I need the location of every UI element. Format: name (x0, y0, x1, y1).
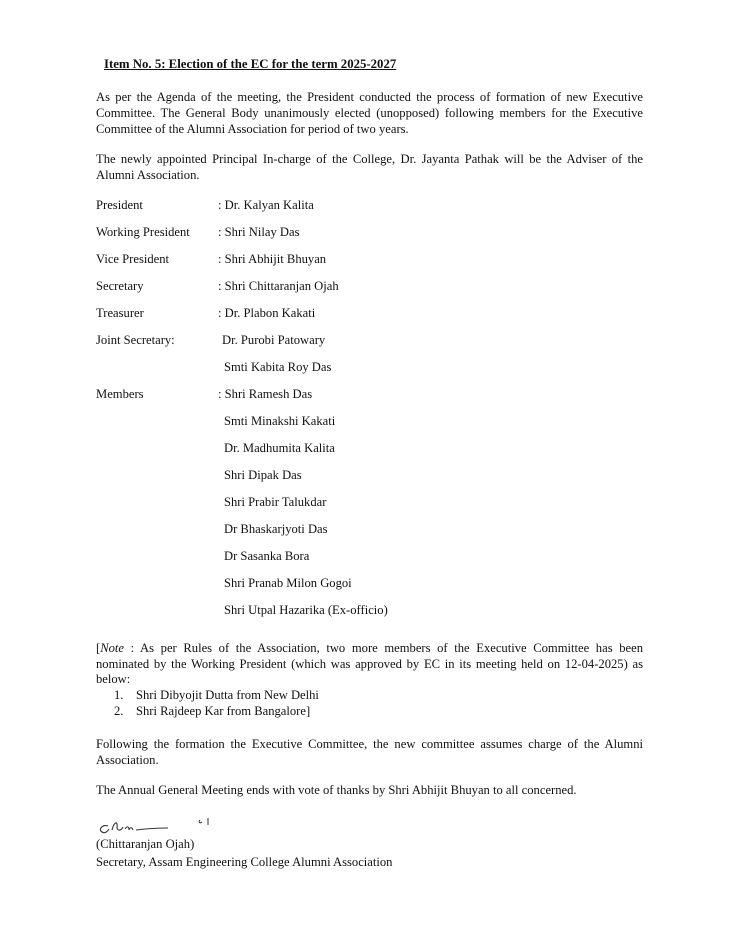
list-number: 2. (114, 703, 124, 718)
roster-row (96, 278, 656, 305)
note-label: Note (100, 641, 124, 655)
member-name: Shri Prabir Talukdar (224, 495, 327, 509)
list-number: 1. (114, 688, 124, 702)
roster-row (96, 440, 656, 467)
list-text: Shri Rajdeep Kar from Bangalore] (136, 703, 311, 718)
member-name: Shri Dipak Das (224, 468, 302, 482)
roster-row (96, 467, 656, 494)
member-name: : Dr. Kalyan Kalita (218, 198, 314, 212)
roster-row (96, 332, 656, 359)
role-label: Members (96, 387, 144, 401)
roster-row (96, 494, 656, 521)
role-label: Treasurer (96, 306, 144, 320)
roster-row (96, 521, 656, 548)
roster-row (96, 602, 656, 629)
member-name: Smti Minakshi Kakati (224, 414, 336, 428)
role-label: Working President (96, 225, 190, 239)
formation-paragraph: Following the formation the Executive Committee, the new committee assumes charge of the Alumni Association. (96, 737, 643, 767)
member-name: Dr Sasanka Bora (224, 549, 310, 563)
roster-row (96, 251, 656, 278)
member-name: Shri Utpal Hazarika (Ex-officio) (224, 603, 388, 617)
roster-row (96, 548, 656, 575)
roster-row (96, 197, 656, 224)
intro-paragraph: As per the Agenda of the meeting, the President conducted the process of formation of new Executive Committee. The General Body unanimously elected (unopposed) following members for the Executive Committee of the Alumni Association for period of two years. (96, 90, 643, 136)
member-name: : Dr. Plabon Kakati (218, 306, 316, 320)
role-label: Secretary (96, 279, 144, 293)
adviser-paragraph: The newly appointed Principal In-charge of the College, Dr. Jayanta Pathak will be the Adviser of the Alumni Association. (96, 152, 643, 182)
role-label: Joint Secretary: (96, 333, 175, 347)
roster-row (96, 413, 656, 440)
list-item (114, 704, 319, 720)
note-open-bracket: [ (96, 641, 101, 655)
thanks-paragraph: The Annual General Meeting ends with vote of thanks by Shri Abhijit Bhuyan to all concerned. (96, 783, 577, 797)
roster-row (96, 224, 656, 251)
roster-row (96, 359, 656, 386)
member-name: : Shri Nilay Das (218, 225, 300, 239)
member-name: Dr. Madhumita Kalita (224, 441, 335, 455)
signatory-title: Secretary, Assam Engineering College Alumni Association (96, 855, 393, 869)
roster-row (96, 386, 656, 413)
committee-roster (96, 197, 656, 629)
nominee-list (114, 688, 319, 719)
member-name: Dr. Purobi Patowary (222, 333, 326, 347)
roster-row (96, 305, 656, 332)
role-label: Vice President (96, 252, 170, 266)
signatory-name: (Chittaranjan Ojah) (96, 837, 195, 851)
member-name: : Shri Chittaranjan Ojah (218, 279, 339, 293)
list-text: Shri Dibyojit Dutta from New Delhi (136, 688, 319, 702)
item-heading: Item No. 5: Election of the EC for the term 2025-2027 (104, 57, 397, 71)
member-name: Smti Kabita Roy Das (224, 360, 332, 374)
member-name: Dr Bhaskarjyoti Das (224, 522, 328, 536)
member-name: Shri Pranab Milon Gogoi (224, 576, 352, 590)
note-text: : As per Rules of the Association, two more members of the Executive Committee has been nominated by the Working President (which was approved by EC in its meeting held on 12-04-2025) as below: (96, 641, 643, 686)
list-item (114, 688, 319, 704)
member-name: : Shri Abhijit Bhuyan (218, 252, 327, 266)
note-paragraph (96, 641, 643, 688)
signature-image (96, 812, 216, 838)
member-name: : Shri Ramesh Das (218, 387, 313, 401)
role-label: President (96, 198, 143, 212)
roster-row (96, 575, 656, 602)
